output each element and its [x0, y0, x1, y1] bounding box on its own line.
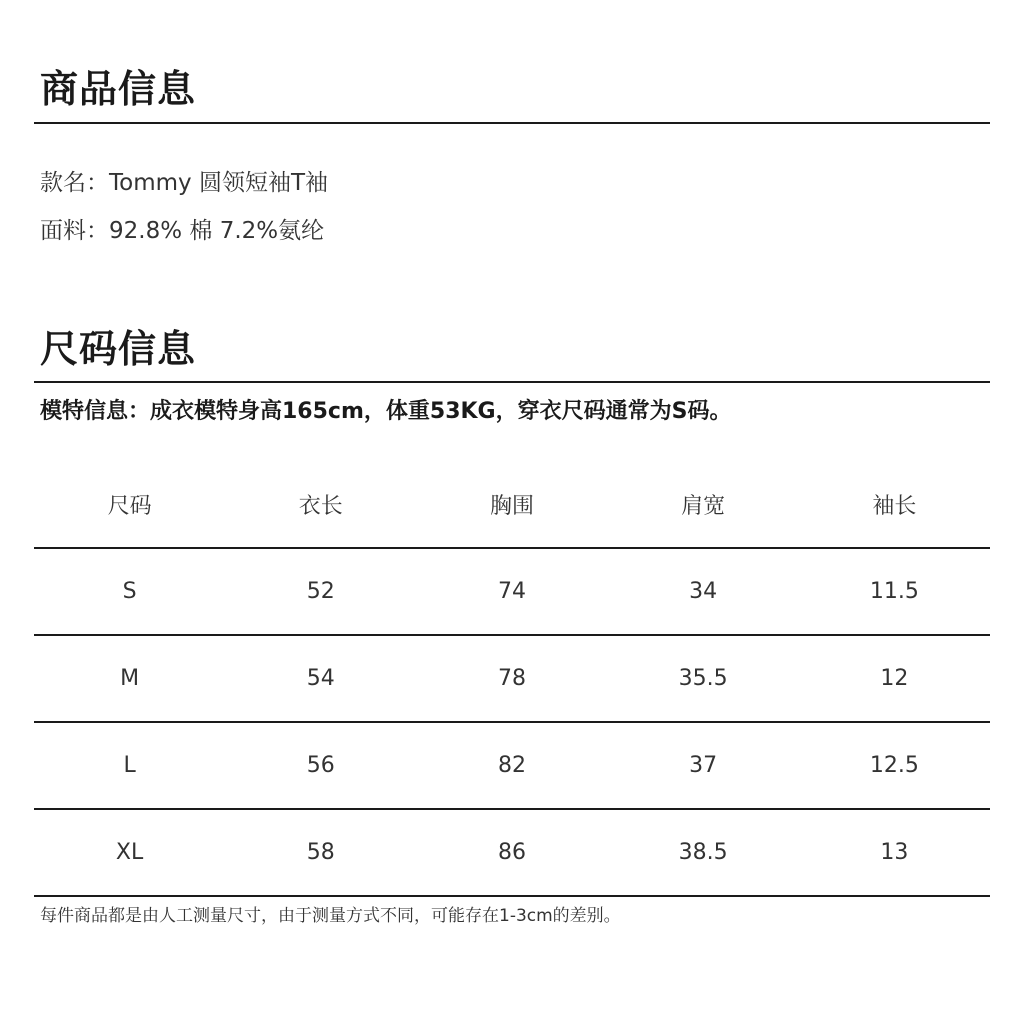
cell-shoulder: 38.5: [608, 809, 799, 896]
cell-sleeve: 11.5: [799, 548, 990, 635]
cell-sleeve: 12: [799, 635, 990, 722]
cell-chest: 74: [416, 548, 607, 635]
measurement-footnote: 每件商品都是由人工测量尺寸，由于测量方式不同，可能存在1-3cm的差别。: [40, 906, 621, 926]
model-info-text: 模特信息：成衣模特身高165cm，体重53KG，穿衣尺码通常为S码。: [40, 399, 732, 424]
fabric-line: [40, 220, 324, 243]
size-title-divider: [34, 381, 990, 383]
cell-size: S: [34, 548, 225, 635]
cell-length: 56: [225, 722, 416, 809]
header-length: 衣长: [225, 462, 416, 548]
cell-sleeve: 13: [799, 809, 990, 896]
size-chart-table: [34, 462, 990, 897]
cell-shoulder: 35.5: [608, 635, 799, 722]
header-shoulder: 肩宽: [608, 462, 799, 548]
style-name-value: Tommy 圆领短袖T袖: [109, 170, 328, 196]
style-name-line: [40, 172, 328, 195]
product-title-divider: [34, 122, 990, 124]
product-info-title: 商品信息: [40, 67, 197, 111]
header-chest: 胸围: [416, 462, 607, 548]
cell-sleeve: 12.5: [799, 722, 990, 809]
cell-size: XL: [34, 809, 225, 896]
cell-length: 58: [225, 809, 416, 896]
cell-length: 54: [225, 635, 416, 722]
header-sleeve: 袖长: [799, 462, 990, 548]
cell-size: L: [34, 722, 225, 809]
cell-length: 52: [225, 548, 416, 635]
fabric-value: 92.8% 棉 7.2%氨纶: [109, 218, 325, 244]
cell-chest: 82: [416, 722, 607, 809]
fabric-label: 面料：: [40, 218, 109, 244]
size-info-title: 尺码信息: [40, 327, 197, 371]
cell-shoulder: 34: [608, 548, 799, 635]
cell-chest: 86: [416, 809, 607, 896]
cell-size: M: [34, 635, 225, 722]
cell-chest: 78: [416, 635, 607, 722]
table-row: [34, 809, 990, 896]
style-name-label: 款名：: [40, 170, 109, 196]
table-header-row: [34, 462, 990, 548]
cell-shoulder: 37: [608, 722, 799, 809]
table-row: [34, 635, 990, 722]
header-size: 尺码: [34, 462, 225, 548]
table-row: [34, 722, 990, 809]
table-row: [34, 548, 990, 635]
